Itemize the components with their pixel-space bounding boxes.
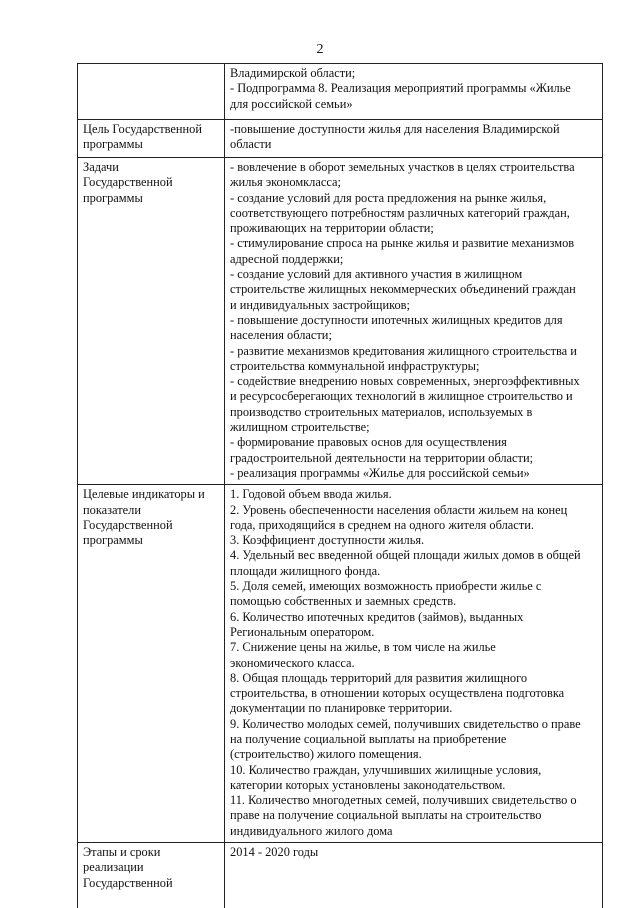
text-line: 10. Количество граждан, улучшивших жилищные условия,	[230, 762, 542, 777]
label-line: реализации	[83, 860, 144, 875]
text-line: индивидуального жилого дома	[230, 823, 393, 838]
table-row	[78, 843, 603, 908]
text-line: 4. Удельный вес введенной общей площади жилых домов в общей	[230, 548, 581, 563]
row-label-cell	[78, 843, 225, 908]
text-line: 6. Количество ипотечных кредитов (займов), выданных	[230, 609, 524, 624]
label-line: Цель Государственной	[83, 122, 202, 136]
row-content-cell	[225, 485, 603, 843]
text-line: населения области;	[230, 328, 332, 343]
label-line: программы	[83, 533, 143, 548]
text-line: - формирование правовых основ для осуществления	[230, 435, 507, 450]
text-line: -повышение доступности жилья для населения Владимирской	[230, 122, 560, 136]
text-line: - создание условий для роста предложения на рынке жилья,	[230, 190, 547, 205]
text-line: - вовлечение в оборот земельных участков в целях строительства	[230, 160, 575, 174]
text-line: - содействие внедрению новых современных, энергоэффективных	[230, 374, 580, 389]
text-line: праве на получение социальной выплаты на строительство	[230, 808, 542, 823]
text-line: Владимирской области;	[230, 66, 356, 80]
label-line: Государственной	[83, 175, 173, 190]
row-label-cell	[78, 158, 225, 485]
label-line: программы	[83, 137, 143, 152]
table-row	[78, 64, 603, 120]
label-line: программы	[83, 190, 143, 205]
text-line: жилья экономкласса;	[230, 175, 341, 190]
text-line: строительстве жилищных некоммерческих объединений граждан	[230, 282, 576, 297]
text-line: 2. Уровень обеспеченности населения области жильем на конец	[230, 502, 568, 517]
text-line: документации по планировке территории.	[230, 701, 453, 716]
label-line: Государственной	[83, 875, 173, 890]
label-line: Государственной	[83, 517, 173, 532]
text-line: градостроительной деятельности на территории области;	[230, 450, 534, 465]
text-line: - Подпрограмма 8. Реализация мероприятий программы «Жилье	[230, 81, 571, 96]
text-line: строительства, в отношении которых осуществлена подготовка	[230, 686, 565, 701]
text-line: Региональным оператором.	[230, 624, 375, 639]
text-line: 5. Доля семей, имеющих возможность приобрести жилье с	[230, 579, 542, 594]
program-passport-table	[77, 63, 603, 908]
label-line: Этапы и сроки	[83, 845, 161, 860]
text-line: адресной поддержки;	[230, 251, 344, 266]
text-line: - повышение доступности ипотечных жилищных кредитов для	[230, 312, 563, 327]
text-line: 1. Годовой объем ввода жилья.	[230, 487, 392, 502]
text-line: 9. Количество молодых семей, получивших свидетельство о праве	[230, 716, 581, 731]
label-line: Задачи	[83, 160, 119, 174]
text-line: соответствующего потребностям различных категорий граждан,	[230, 205, 570, 220]
text-line: жилищном строительстве;	[230, 420, 370, 435]
text-line: и ресурсосберегающих технологий в жилищное строительство и	[230, 389, 573, 404]
text-line: площади жилищного фонда.	[230, 563, 381, 578]
label-line: Целевые индикаторы и	[83, 487, 205, 502]
text-line: года, приходящийся в среднем на одного жителя области.	[230, 517, 534, 532]
table-row	[78, 485, 603, 843]
row-label-cell	[78, 120, 225, 158]
text-line: (строительство) жилого помещения.	[230, 747, 422, 762]
row-content-cell	[225, 64, 603, 120]
text-line: 11. Количество многодетных семей, получивших свидетельство о	[230, 793, 577, 808]
text-line: для российской семьи»	[230, 96, 353, 111]
row-content-cell	[225, 158, 603, 485]
text-line: - создание условий для активного участия в жилищном	[230, 267, 523, 282]
text-line: 2014 - 2020 годы	[230, 845, 319, 860]
text-line: экономического класса.	[230, 655, 355, 670]
label-line: показатели	[83, 502, 141, 517]
page-number: 2	[316, 42, 324, 57]
text-line: производство строительных материалов, используемых в	[230, 404, 533, 419]
text-line: - стимулирование спроса на рынке жилья и развитие механизмов	[230, 236, 575, 251]
text-line: помощью собственных и заемных средств.	[230, 594, 457, 609]
text-line: на получение социальной выплаты на приобретение	[230, 731, 507, 746]
text-line: 8. Общая площадь территорий для развития жилищного	[230, 670, 528, 685]
text-line: области	[230, 137, 272, 152]
row-label-cell	[78, 64, 225, 120]
text-line: строительства коммунальной инфраструктуры;	[230, 358, 480, 373]
row-content-cell	[225, 843, 603, 908]
table-row	[78, 120, 603, 158]
text-line: категории которых установлены законодательством.	[230, 777, 506, 792]
text-line: - развитие механизмов кредитования жилищного строительства и	[230, 343, 577, 358]
text-line: и индивидуальных застройщиков;	[230, 297, 410, 312]
text-line: 7. Снижение цены на жилье, в том числе на жилье	[230, 640, 496, 655]
table-row	[78, 158, 603, 485]
text-line: 3. Коэффициент доступности жилья.	[230, 533, 425, 548]
row-label-cell	[78, 485, 225, 843]
text-line: - реализация программы «Жилье для российской семьи»	[230, 465, 530, 480]
text-line: проживающих на территории области;	[230, 221, 434, 236]
row-content-cell	[225, 120, 603, 158]
